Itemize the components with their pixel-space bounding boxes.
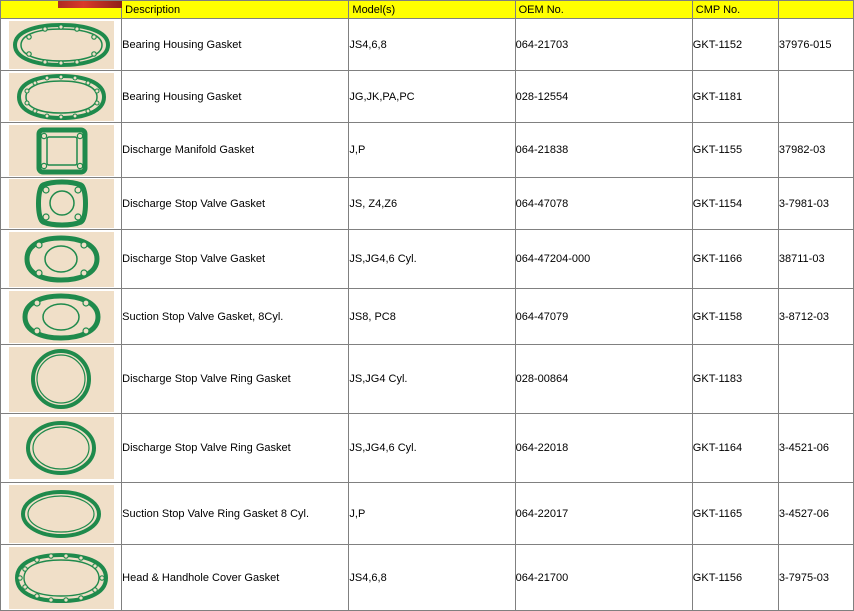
oval-gasket-scalloped-bolt-holes-icon — [9, 21, 114, 69]
header-cmp-no: CMP No. — [692, 1, 778, 19]
table-row — [1, 289, 854, 345]
cell-oem: 028-12554 — [515, 71, 692, 123]
oval-flange-gasket-4-holes-wide-icon — [9, 291, 114, 343]
rounded-square-gasket-4-holes-icon — [9, 179, 114, 228]
gasket-image-cell — [1, 483, 122, 545]
cell-models: JS4,6,8 — [349, 19, 515, 71]
cell-cmp: GKT-1165 — [692, 483, 778, 545]
cell-cmp: GKT-1152 — [692, 19, 778, 71]
red-marker-stub — [58, 1, 122, 8]
cell-models: J,P — [349, 123, 515, 178]
cell-cmp: GKT-1181 — [692, 71, 778, 123]
cell-oem: 064-21703 — [515, 19, 692, 71]
table-row — [1, 230, 854, 289]
gasket-image-cell — [1, 345, 122, 414]
table-row — [1, 19, 854, 71]
cell-extra: 37976-015 — [778, 19, 853, 71]
gasket-image-cell — [1, 123, 122, 178]
cell-cmp: GKT-1166 — [692, 230, 778, 289]
header-extra — [778, 1, 853, 19]
table-row — [1, 178, 854, 230]
gasket-image-cell — [1, 545, 122, 611]
table-row — [1, 414, 854, 483]
cell-extra: 3-7981-03 — [778, 178, 853, 230]
table-row — [1, 545, 854, 611]
cell-extra: 38711-03 — [778, 230, 853, 289]
cell-models: JG,JK,PA,PC — [349, 71, 515, 123]
gasket-image-cell — [1, 230, 122, 289]
cell-description: Bearing Housing Gasket — [122, 19, 349, 71]
cell-models: JS,JG4,6 Cyl. — [349, 414, 515, 483]
table-row — [1, 123, 854, 178]
plain-wide-oval-ring-gasket-icon — [9, 485, 114, 543]
cell-cmp: GKT-1164 — [692, 414, 778, 483]
cell-oem: 064-22017 — [515, 483, 692, 545]
table-row — [1, 71, 854, 123]
cell-cmp: GKT-1156 — [692, 545, 778, 611]
cell-oem: 064-47079 — [515, 289, 692, 345]
cell-oem: 064-47204-000 — [515, 230, 692, 289]
cell-description: Discharge Manifold Gasket — [122, 123, 349, 178]
cell-extra: 3-4527-06 — [778, 483, 853, 545]
cell-models: J,P — [349, 483, 515, 545]
cell-models: JS,JG4,6 Cyl. — [349, 230, 515, 289]
cell-description: Head & Handhole Cover Gasket — [122, 545, 349, 611]
cell-models: JS, Z4,Z6 — [349, 178, 515, 230]
cell-models: JS,JG4 Cyl. — [349, 345, 515, 414]
gasket-image-cell — [1, 414, 122, 483]
cell-description: Discharge Stop Valve Gasket — [122, 178, 349, 230]
cell-extra: 3-7975-03 — [778, 545, 853, 611]
cell-description: Discharge Stop Valve Ring Gasket — [122, 414, 349, 483]
square-flange-gasket-4-holes-icon — [9, 125, 114, 176]
round-gasket-many-bolt-holes-icon — [9, 73, 114, 121]
gasket-image-cell — [1, 19, 122, 71]
header-image-column — [1, 1, 122, 19]
cell-oem: 028-00864 — [515, 345, 692, 414]
cell-oem: 064-21700 — [515, 545, 692, 611]
cell-cmp: GKT-1183 — [692, 345, 778, 414]
cell-description: Bearing Housing Gasket — [122, 71, 349, 123]
cell-extra: 3-8712-03 — [778, 289, 853, 345]
table-row — [1, 483, 854, 545]
table-header-row — [1, 1, 854, 19]
cell-description: Suction Stop Valve Ring Gasket 8 Cyl. — [122, 483, 349, 545]
cell-models: JS4,6,8 — [349, 545, 515, 611]
header-description: Description — [122, 1, 349, 19]
cell-oem: 064-22018 — [515, 414, 692, 483]
cell-cmp: GKT-1158 — [692, 289, 778, 345]
table-row — [1, 345, 854, 414]
oval-flange-gasket-4-holes-icon — [9, 232, 114, 287]
cell-extra — [778, 345, 853, 414]
cell-extra: 3-4521-06 — [778, 414, 853, 483]
long-oval-gasket-many-bolt-holes-icon — [9, 547, 114, 609]
cell-cmp: GKT-1154 — [692, 178, 778, 230]
plain-oval-ring-gasket-icon — [9, 417, 114, 479]
cell-extra: 37982-03 — [778, 123, 853, 178]
cell-description: Suction Stop Valve Gasket, 8Cyl. — [122, 289, 349, 345]
gasket-image-cell — [1, 289, 122, 345]
plain-oval-ring-gasket-tall-icon — [9, 347, 114, 412]
header-oem-no: OEM No. — [515, 1, 692, 19]
cell-oem: 064-21838 — [515, 123, 692, 178]
cell-description: Discharge Stop Valve Ring Gasket — [122, 345, 349, 414]
cell-cmp: GKT-1155 — [692, 123, 778, 178]
gasket-image-cell — [1, 178, 122, 230]
cell-extra — [778, 71, 853, 123]
gasket-image-cell — [1, 71, 122, 123]
cell-models: JS8, PC8 — [349, 289, 515, 345]
cell-oem: 064-47078 — [515, 178, 692, 230]
cell-description: Discharge Stop Valve Gasket — [122, 230, 349, 289]
header-models: Model(s) — [349, 1, 515, 19]
